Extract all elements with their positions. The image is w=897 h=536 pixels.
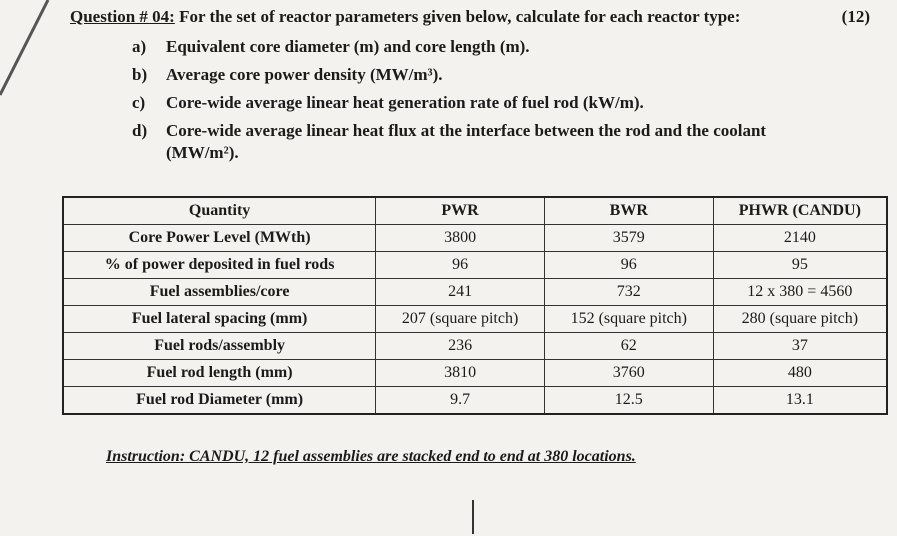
quantity-cell: Fuel rod length (mm) [63,360,376,387]
bwr-cell: 3760 [544,360,713,387]
subquestion-a [132,36,530,58]
bwr-cell: 152 (square pitch) [544,306,713,333]
subquestion-text: Average core power density (MW/m³). [166,65,443,84]
pwr-cell: 96 [376,252,545,279]
bwr-cell: 62 [544,333,713,360]
subquestion-text: Core-wide average linear heat generation rate of fuel rod (kW/m). [166,93,644,112]
instruction-note: Instruction: CANDU, 12 fuel assemblies are stacked end to end at 380 locations. [106,448,636,465]
phwr-cell: 480 [713,360,887,387]
bwr-cell: 732 [544,279,713,306]
table-header-row [63,197,887,225]
phwr-cell: 37 [713,333,887,360]
table-row [63,252,887,279]
pwr-cell: 241 [376,279,545,306]
quantity-cell: % of power deposited in fuel rods [63,252,376,279]
pwr-cell: 207 (square pitch) [376,306,545,333]
subquestion-letter: b) [132,65,148,84]
subquestion-letter: d) [132,121,148,140]
column-header-bwr: BWR [544,197,713,225]
column-header-quantity: Quantity [63,197,376,225]
question-header [70,6,880,28]
bwr-cell: 96 [544,252,713,279]
quantity-cell: Core Power Level (MWth) [63,225,376,252]
subquestion-text: Core-wide average linear heat flux at the interface between the rod and the coolant [166,121,767,140]
pwr-cell: 236 [376,333,545,360]
table-row [63,387,887,415]
pwr-cell: 9.7 [376,387,545,415]
question-label: Question # 04: [70,7,175,26]
column-header-phwr: PHWR (CANDU) [713,197,887,225]
table-row [63,333,887,360]
question-marks: (12) [841,7,870,26]
subquestion-b [132,64,443,86]
quantity-cell: Fuel lateral spacing (mm) [63,306,376,333]
subquestion-letter: a) [132,37,147,56]
table-row [63,279,887,306]
subquestion-text-continued: (MW/m²). [166,143,239,162]
question-text: For the set of reactor parameters given below, calculate for each reactor type: [179,7,741,26]
phwr-cell: 2140 [713,225,887,252]
quantity-cell: Fuel rod Diameter (mm) [63,387,376,415]
phwr-cell: 13.1 [713,387,887,415]
subquestion-letter: c) [132,93,146,112]
pen-stroke-line [472,500,474,534]
column-header-pwr: PWR [376,197,545,225]
table-row [63,360,887,387]
phwr-cell: 280 (square pitch) [713,306,887,333]
phwr-cell: 95 [713,252,887,279]
subquestion-d [132,120,882,164]
table-row [63,306,887,333]
subquestion-text: Equivalent core diameter (m) and core length (m). [166,37,530,56]
quantity-cell: Fuel rods/assembly [63,333,376,360]
phwr-cell: 12 x 380 = 4560 [713,279,887,306]
reactor-parameters-table [62,196,888,415]
table-row [63,225,887,252]
bwr-cell: 12.5 [544,387,713,415]
pwr-cell: 3810 [376,360,545,387]
pen-stroke-mark [0,0,60,120]
bwr-cell: 3579 [544,225,713,252]
pwr-cell: 3800 [376,225,545,252]
quantity-cell: Fuel assemblies/core [63,279,376,306]
subquestion-c [132,92,644,114]
